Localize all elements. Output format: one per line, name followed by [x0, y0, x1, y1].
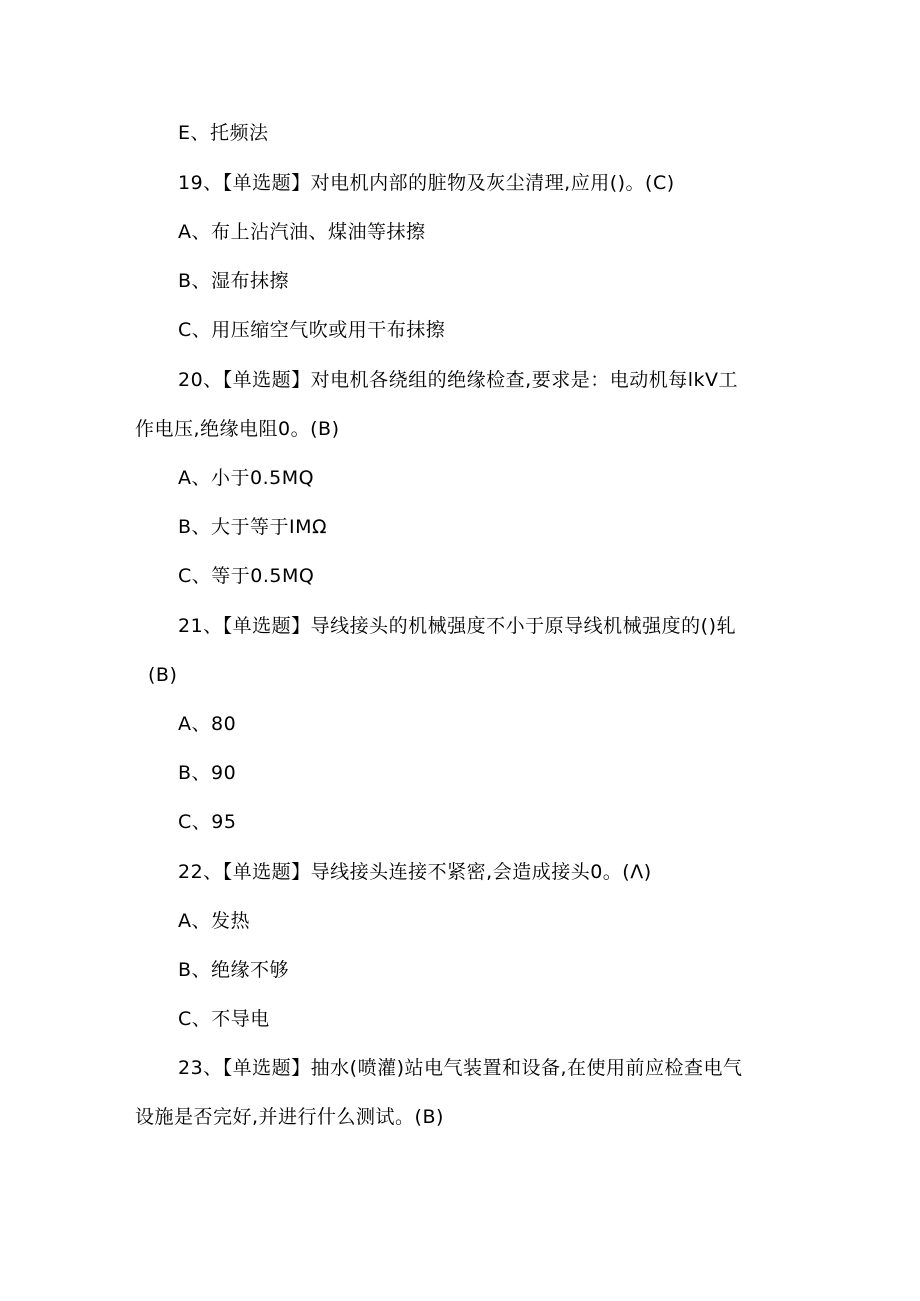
- question-20-continued: 作电压,绝缘电阻0。(B): [135, 418, 340, 440]
- question-20: 20、【单选题】对电机各绕组的绝缘检查,要求是：电动机每lkV工: [178, 369, 738, 391]
- question-23: 23、【单选题】抽水(喷灌)站电气装置和设备,在使用前应检查电气: [178, 1057, 743, 1079]
- option-c-q19: C、用压缩空气吹或用干布抹擦: [178, 319, 446, 341]
- option-e-q18: E、托频法: [178, 122, 269, 144]
- option-a-q22: A、发热: [178, 910, 250, 932]
- option-a-q19: A、布上沾汽油、煤油等抹擦: [178, 221, 426, 243]
- option-b-q22: B、绝缘不够: [178, 959, 290, 981]
- question-21-continued: (B): [148, 664, 178, 686]
- option-b-q21: B、90: [178, 762, 237, 784]
- question-23-continued: 设施是否完好,并进行什么测试。(B): [135, 1106, 444, 1128]
- option-b-q20: B、大于等于IMΩ: [178, 516, 328, 538]
- option-c-q20: C、等于0.5MQ: [178, 565, 315, 587]
- option-b-q19: B、湿布抹擦: [178, 270, 290, 292]
- option-a-q20: A、小于0.5MQ: [178, 467, 315, 489]
- question-19: 19、【单选题】对电机内部的脏物及灰尘清理,应用()。(C): [178, 172, 675, 194]
- question-22: 22、【单选题】导线接头连接不紧密,会造成接头0。(Λ): [178, 861, 652, 883]
- option-a-q21: A、80: [178, 713, 237, 735]
- option-c-q22: C、不导电: [178, 1008, 270, 1030]
- option-c-q21: C、95: [178, 811, 237, 833]
- question-21: 21、【单选题】导线接头的机械强度不小于原导线机械强度的()轧: [178, 615, 737, 637]
